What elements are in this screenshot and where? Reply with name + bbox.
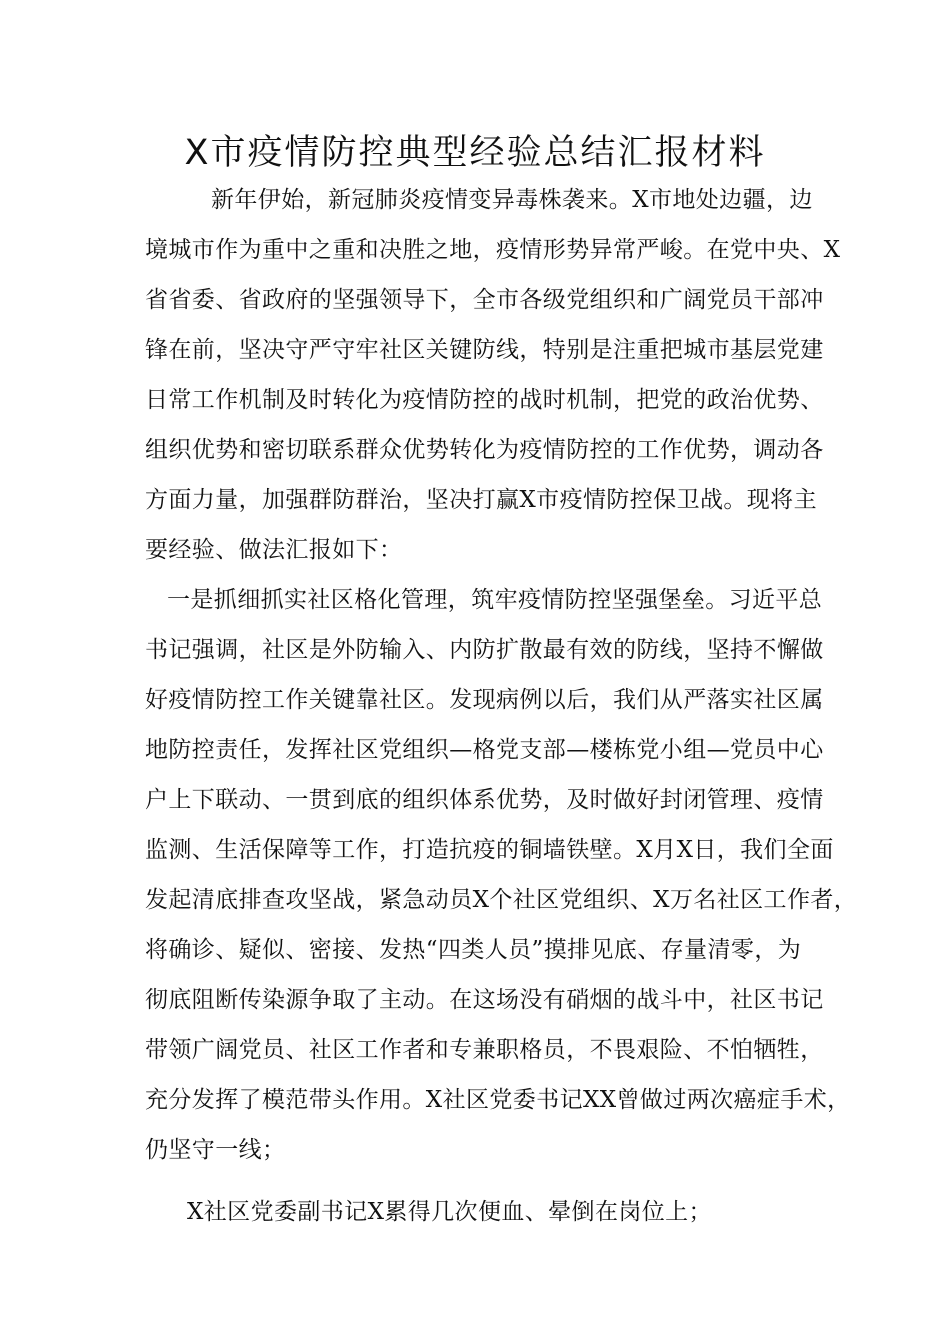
paragraph-line: 锋在前，坚决守严守牢社区关键防线，特别是注重把城市基层党建 [145,337,824,363]
document-title: X市疫情防控典型经验总结汇报材料 [184,133,766,173]
paragraph-line: 书记强调，社区是外防输入、内防扩散最有效的防线，坚持不懈做 [145,637,824,663]
paragraph-line: 一是抓细抓实社区格化管理，筑牢疫情防控坚强堡垒。习近平总 [167,587,823,613]
paragraph-line: 带领广阔党员、社区工作者和专兼职格员，不畏艰险、不怕牺牲， [145,1037,824,1063]
paragraph-line: X社区党委副书记X累得几次便血、晕倒在岗位上； [187,1199,712,1225]
paragraph-line: 要经验、做法汇报如下： [145,537,403,563]
paragraph-line: 监测、生活保障等工作，打造抗疫的铜墙铁壁。X月X日，我们全面 [145,837,834,863]
paragraph-line: 境城市作为重中之重和决胜之地，疫情形势异常严峻。在党中央、X [145,237,841,263]
paragraph-line: 日常工作机制及时转化为疫情防控的战时机制，把党的政治优势、 [145,387,824,413]
paragraph-line: 组织优势和密切联系群众优势转化为疫情防控的工作优势，调动各 [145,437,824,463]
paragraph-line: 新年伊始，新冠肺炎疫情变异毒株袭来。X市地处边疆，边 [211,187,813,213]
paragraph-line: 好疫情防控工作关键靠社区。发现病例以后，我们从严落实社区属 [145,687,824,713]
paragraph-line: 地防控责任，发挥社区党组织—格党支部—楼栋党小组—党员中心 [145,737,824,763]
document-body [145,175,858,1237]
paragraph-gap [145,1175,815,1187]
paragraph-line: 充分发挥了模范带头作用。X社区党委书记XX曾做过两次癌症手术， [145,1087,851,1113]
paragraph-line: 彻底阻断传染源争取了主动。在这场没有硝烟的战斗中，社区书记 [145,987,824,1013]
paragraph-line: 省省委、省政府的坚强领导下，全市各级党组织和广阔党员干部冲 [145,287,824,313]
paragraph-line: 方面力量，加强群防群治，坚决打赢X市疫情防控保卫战。现将主 [145,487,817,513]
paragraph-line: 发起清底排查攻坚战，紧急动员X个社区党组织、X万名社区工作者， [145,887,858,913]
paragraph-line: 将确诊、疑似、密接、发热“四类人员”摸排见底、存量清零，为 [145,937,802,963]
paragraph-line: 户上下联动、一贯到底的组织体系优势，及时做好封闭管理、疫情 [145,787,824,813]
paragraph-line: 仍坚守一线； [145,1137,286,1163]
